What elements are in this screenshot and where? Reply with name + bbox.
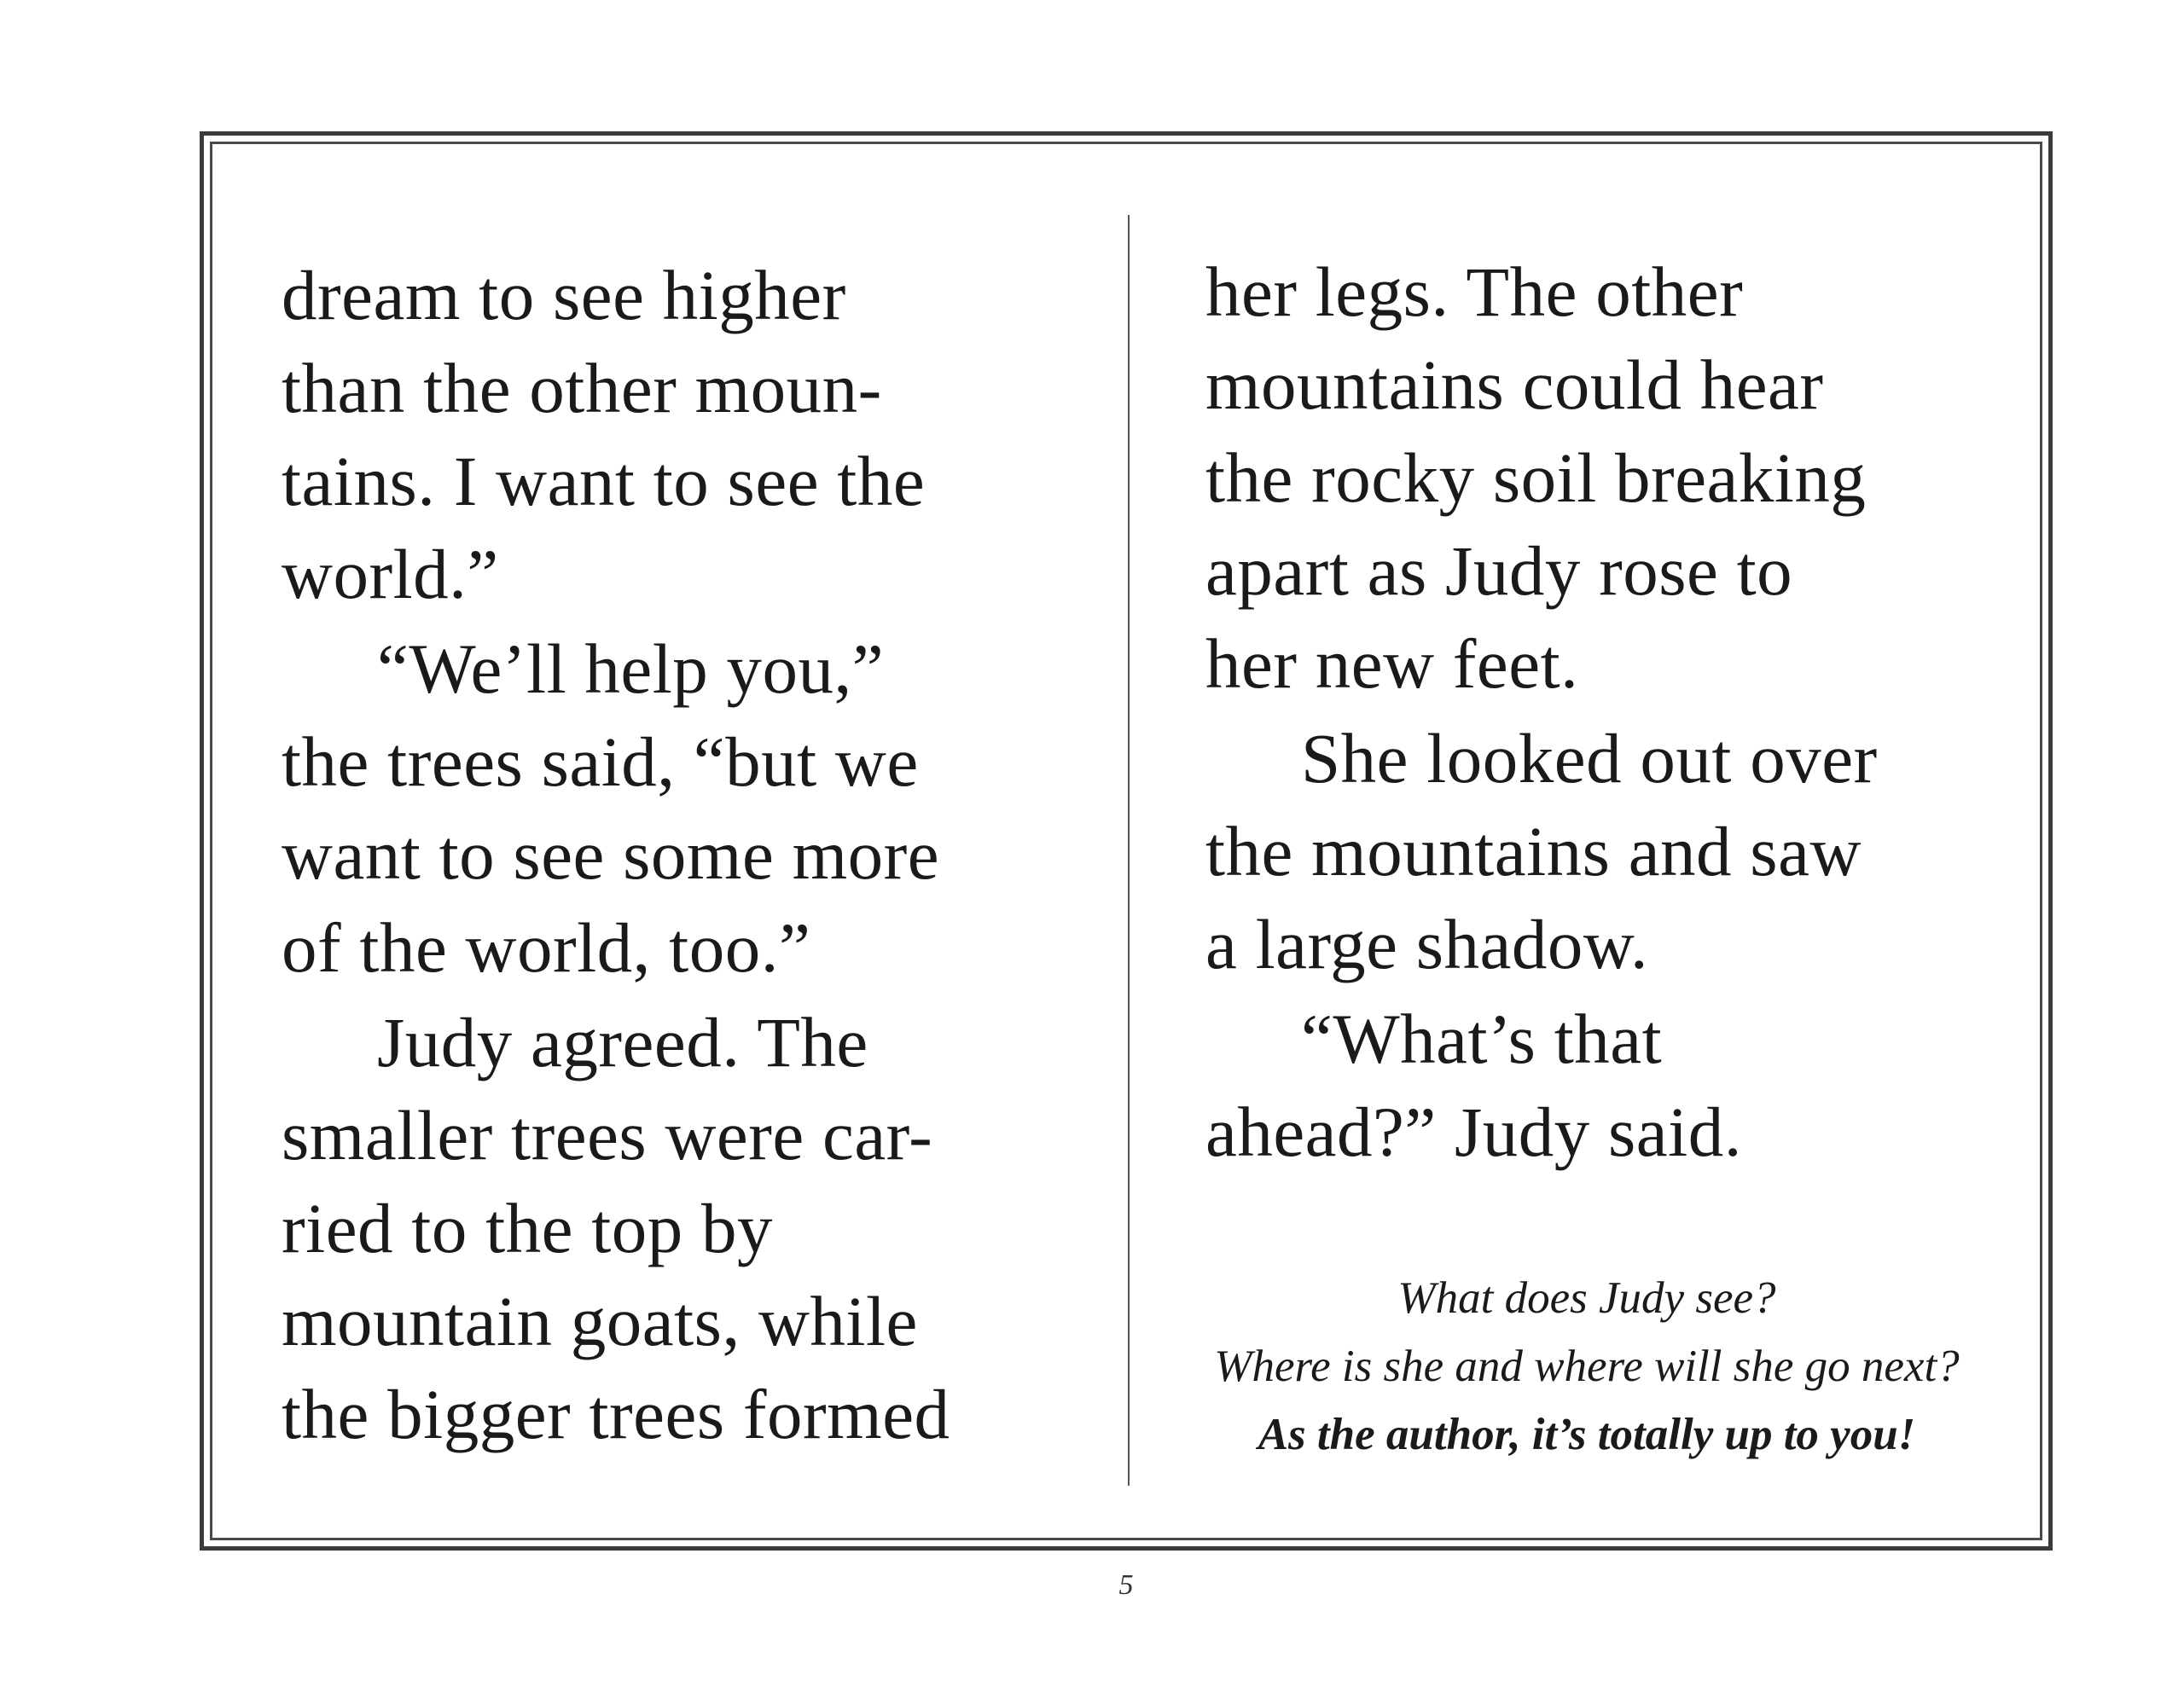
text-line: a large shadow.: [1205, 905, 1649, 983]
text-line: of the world, too.”: [282, 908, 811, 987]
left-text-column: [282, 249, 1101, 1461]
text-line: mountain goats, while: [282, 1282, 918, 1360]
text-line: the trees said, “but we: [282, 722, 919, 801]
text-line: her new feet.: [1205, 624, 1579, 703]
text-line: than the other moun-: [282, 349, 882, 427]
author-prompt: [1143, 1264, 2030, 1469]
text-line: the bigger trees formed: [282, 1375, 950, 1453]
prompt-question-1: What does Judy see?: [1397, 1273, 1776, 1323]
text-line: “We’ll help you,”: [377, 629, 885, 708]
text-line: She looked out over: [1301, 719, 1878, 797]
prompt-question-2: Where is she and where will she go next?: [1214, 1342, 1960, 1391]
text-line: Judy agreed. The: [377, 1003, 868, 1081]
text-line: ahead?” Judy said.: [1205, 1093, 1742, 1171]
text-line: smaller trees were car-: [282, 1096, 933, 1174]
text-line: the mountains and saw: [1205, 812, 1862, 890]
text-line: world.”: [282, 535, 499, 613]
text-line: tains. I want to see the: [282, 442, 926, 520]
text-line: mountains could hear: [1205, 345, 1824, 424]
prompt-call-to-action: As the author, it’s totally up to you!: [1258, 1410, 1916, 1459]
text-line: ried to the top by: [282, 1189, 774, 1267]
text-line: want to see some more: [282, 815, 940, 894]
text-line: “What’s that: [1301, 1000, 1663, 1078]
text-line: dream to see higher: [282, 256, 846, 334]
right-text-column: [1205, 246, 2007, 1179]
page-number: 5: [1118, 1569, 1134, 1601]
text-line: her legs. The other: [1205, 252, 1744, 331]
text-line: the rocky soil breaking: [1205, 438, 1867, 517]
text-line: apart as Judy rose to: [1205, 531, 1793, 610]
column-divider: [1128, 215, 1130, 1486]
